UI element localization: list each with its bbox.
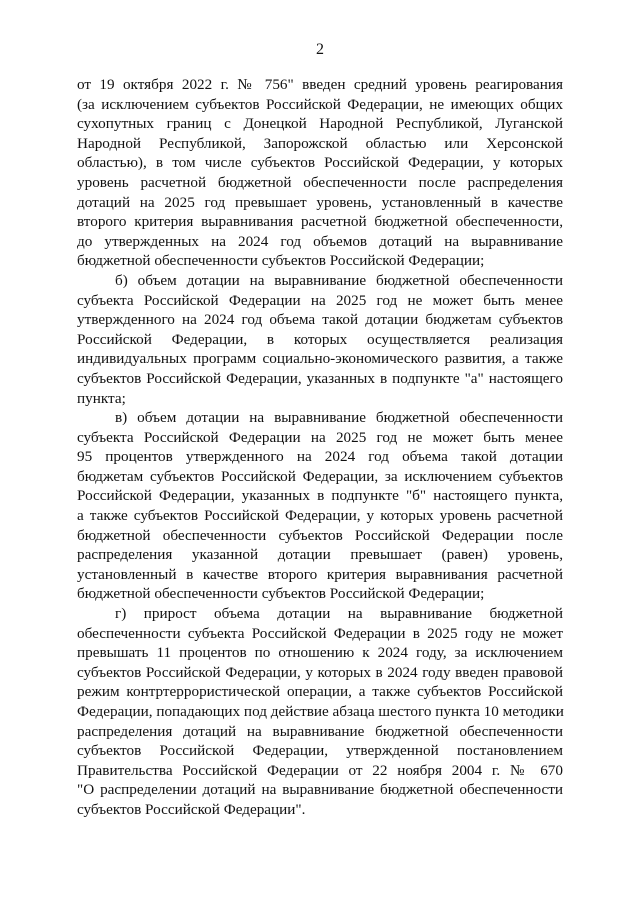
text-line: до утвержденных на 2024 год объемов дотаций на выравнивание bbox=[77, 232, 563, 250]
paragraph-item-g bbox=[77, 604, 563, 820]
text-line: областью), в том числе субъектов Российской Федерации, у которых bbox=[77, 154, 563, 172]
document-body bbox=[77, 75, 563, 820]
page-number: 2 bbox=[316, 41, 324, 58]
text-line: субъекта Российской Федерации на 2025 год не может быть менее bbox=[77, 428, 563, 446]
text-line: режим контртеррористической операции, а также субъектов Российской bbox=[77, 683, 563, 701]
text-line: Народной Республикой, Запорожской областью или Херсонской bbox=[77, 134, 563, 152]
text-line: уровень расчетной бюджетной обеспеченности после распределения bbox=[77, 173, 563, 191]
text-line: бюджетной обеспеченности субъектов Российской Федерации; bbox=[77, 252, 485, 270]
text-line: субъектов Российской Федерации". bbox=[77, 800, 306, 818]
text-line: утвержденного на 2024 год объема такой дотации бюджетам субъектов bbox=[77, 311, 563, 329]
paragraph-item-b bbox=[77, 271, 563, 408]
text-line: сухопутных границ с Донецкой Народной Республикой, Луганской bbox=[77, 115, 563, 133]
text-line: второго критерия выравнивания расчетной бюджетной обеспеченности, bbox=[77, 213, 563, 231]
text-line: субъектов Российской Федерации, у которых в 2024 году введен правовой bbox=[77, 663, 563, 681]
text-line: распределения дотаций на выравнивание бюджетной обеспеченности bbox=[77, 722, 563, 740]
paragraph-item-v bbox=[77, 408, 563, 604]
text-line: Российской Федерации, указанных в подпункте "б" настоящего пункта, bbox=[77, 487, 563, 505]
text-line: Российской Федерации, в которых осуществляется реализация bbox=[77, 330, 563, 348]
text-line: бюджетной обеспеченности субъектов Российской Федерации; bbox=[77, 585, 485, 603]
text-line: б) объем дотации на выравнивание бюджетной обеспеченности bbox=[115, 271, 563, 289]
paragraph-continuation bbox=[77, 75, 563, 271]
text-line: субъектов Российской Федерации, указанных в подпункте "а" настоящего bbox=[77, 369, 563, 387]
text-line: обеспеченности субъекта Российской Федерации в 2025 году не может bbox=[77, 624, 563, 642]
text-line: дотаций на 2025 год превышает уровень, установленный в качестве bbox=[77, 193, 563, 211]
text-line: г) прирост объема дотации на выравнивание бюджетной bbox=[115, 605, 563, 623]
text-line: превышать 11 процентов по отношению к 2024 году, за исключением bbox=[77, 644, 563, 662]
text-line: распределения указанной дотации превышает (равен) уровень, bbox=[77, 546, 563, 564]
text-line: установленный в качестве второго критерия выравнивания расчетной bbox=[77, 565, 563, 583]
text-line: а также субъектов Российской Федерации, у которых уровень расчетной bbox=[77, 507, 563, 525]
text-line: Правительства Российской Федерации от 22 ноября 2004 г. № 670 bbox=[77, 761, 563, 779]
text-line: бюджетам субъектов Российской Федерации, за исключением субъектов bbox=[77, 467, 563, 485]
text-line: субъекта Российской Федерации на 2025 год не может быть менее bbox=[77, 291, 563, 309]
text-line: "О распределении дотаций на выравнивание бюджетной обеспеченности bbox=[77, 781, 563, 799]
text-line: в) объем дотации на выравнивание бюджетной обеспеченности bbox=[115, 409, 563, 427]
text-line: Федерации, попадающих под действие абзаца шестого пункта 10 методики bbox=[77, 703, 564, 720]
text-line: от 19 октября 2022 г. № 756" введен средний уровень реагирования bbox=[77, 76, 563, 93]
text-line: индивидуальных программ социально-экономического развития, а также bbox=[77, 350, 563, 368]
text-line: субъектов Российской Федерации, утвержденной постановлением bbox=[77, 742, 563, 760]
text-line: 95 процентов утвержденного на 2024 год объема такой дотации bbox=[77, 448, 563, 466]
text-line: (за исключением субъектов Российской Федерации, не имеющих общих bbox=[77, 95, 563, 113]
text-line: пункта; bbox=[77, 389, 126, 407]
text-line: бюджетной обеспеченности субъектов Российской Федерации после bbox=[77, 526, 563, 544]
